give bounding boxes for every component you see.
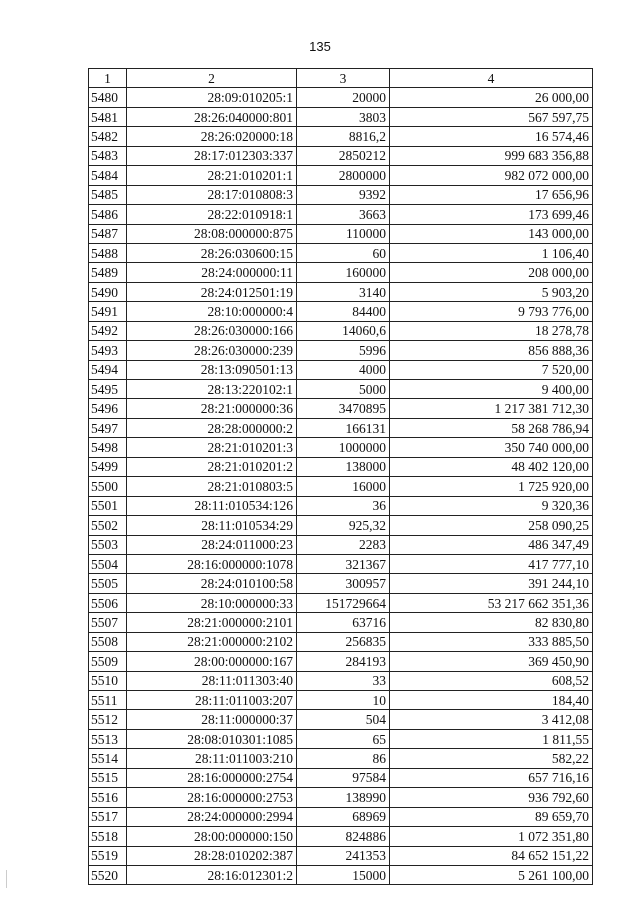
value-cell: 486 347,49 [390, 535, 593, 554]
value-cell: 936 792,60 [390, 788, 593, 807]
row-number-cell: 5491 [89, 302, 127, 321]
row-number-cell: 5490 [89, 282, 127, 301]
area-cell: 3140 [297, 282, 390, 301]
table-row [89, 399, 593, 418]
table-row [89, 341, 593, 360]
table-row [89, 613, 593, 632]
value-cell: 26 000,00 [390, 88, 593, 107]
value-cell: 391 244,10 [390, 574, 593, 593]
cadastral-number-cell: 28:21:000000:2102 [127, 632, 297, 651]
table-row [89, 418, 593, 437]
area-cell: 5000 [297, 380, 390, 399]
row-number-cell: 5506 [89, 593, 127, 612]
table-row [89, 710, 593, 729]
cadastral-number-cell: 28:24:011000:23 [127, 535, 297, 554]
cadastral-number-cell: 28:16:000000:2753 [127, 788, 297, 807]
table-row [89, 127, 593, 146]
table-row [89, 263, 593, 282]
cadastral-number-cell: 28:16:000000:2754 [127, 768, 297, 787]
value-cell: 608,52 [390, 671, 593, 690]
table-row [89, 788, 593, 807]
table-row [89, 321, 593, 340]
cadastral-number-cell: 28:21:000000:36 [127, 399, 297, 418]
row-number-cell: 5512 [89, 710, 127, 729]
table-row [89, 574, 593, 593]
table-row [89, 457, 593, 476]
area-cell: 63716 [297, 613, 390, 632]
table-body [89, 88, 593, 885]
row-number-cell: 5507 [89, 613, 127, 632]
row-number-cell: 5482 [89, 127, 127, 146]
row-number-cell: 5497 [89, 418, 127, 437]
cadastral-number-cell: 28:26:040000:801 [127, 107, 297, 126]
row-number-cell: 5498 [89, 438, 127, 457]
table-row [89, 224, 593, 243]
cadastral-number-cell: 28:16:012301:2 [127, 865, 297, 884]
area-cell: 36 [297, 496, 390, 515]
area-cell: 138990 [297, 788, 390, 807]
area-cell: 16000 [297, 477, 390, 496]
row-number-cell: 5514 [89, 749, 127, 768]
table-row [89, 691, 593, 710]
value-cell: 89 659,70 [390, 807, 593, 826]
cadastral-number-cell: 28:00:000000:167 [127, 652, 297, 671]
cadastral-number-cell: 28:11:010534:126 [127, 496, 297, 515]
table-row [89, 477, 593, 496]
table-row [89, 827, 593, 846]
cadastral-number-cell: 28:08:000000:875 [127, 224, 297, 243]
table-row [89, 554, 593, 573]
row-number-cell: 5511 [89, 691, 127, 710]
area-cell: 33 [297, 671, 390, 690]
value-cell: 184,40 [390, 691, 593, 710]
row-number-cell: 5500 [89, 477, 127, 496]
row-number-cell: 5483 [89, 146, 127, 165]
table-row [89, 360, 593, 379]
area-cell: 3470895 [297, 399, 390, 418]
row-number-cell: 5481 [89, 107, 127, 126]
area-cell: 256835 [297, 632, 390, 651]
table-row [89, 593, 593, 612]
row-number-cell: 5487 [89, 224, 127, 243]
cadastral-number-cell: 28:11:011003:207 [127, 691, 297, 710]
cadastral-number-cell: 28:21:000000:2101 [127, 613, 297, 632]
row-number-cell: 5486 [89, 205, 127, 224]
value-cell: 350 740 000,00 [390, 438, 593, 457]
row-number-cell: 5502 [89, 516, 127, 535]
area-cell: 9392 [297, 185, 390, 204]
value-cell: 657 716,16 [390, 768, 593, 787]
value-cell: 982 072 000,00 [390, 166, 593, 185]
table-row [89, 652, 593, 671]
value-cell: 143 000,00 [390, 224, 593, 243]
table-row [89, 282, 593, 301]
column-header-3: 3 [297, 69, 390, 88]
cadastral-number-cell: 28:28:010202:387 [127, 846, 297, 865]
value-cell: 173 699,46 [390, 205, 593, 224]
value-cell: 1 072 351,80 [390, 827, 593, 846]
cadastral-number-cell: 28:00:000000:150 [127, 827, 297, 846]
area-cell: 166131 [297, 418, 390, 437]
cadastral-number-cell: 28:21:010803:5 [127, 477, 297, 496]
table-row [89, 496, 593, 515]
cadastral-number-cell: 28:26:030000:166 [127, 321, 297, 340]
row-number-cell: 5484 [89, 166, 127, 185]
row-number-cell: 5501 [89, 496, 127, 515]
area-cell: 925,32 [297, 516, 390, 535]
cadastral-number-cell: 28:28:000000:2 [127, 418, 297, 437]
table-row [89, 535, 593, 554]
area-cell: 2800000 [297, 166, 390, 185]
area-cell: 284193 [297, 652, 390, 671]
area-cell: 65 [297, 729, 390, 748]
value-cell: 1 811,55 [390, 729, 593, 748]
value-cell: 999 683 356,88 [390, 146, 593, 165]
area-cell: 10 [297, 691, 390, 710]
row-number-cell: 5480 [89, 88, 127, 107]
area-cell: 1000000 [297, 438, 390, 457]
value-cell: 582,22 [390, 749, 593, 768]
row-number-cell: 5495 [89, 380, 127, 399]
area-cell: 14060,6 [297, 321, 390, 340]
column-header-1: 1 [89, 69, 127, 88]
table-row [89, 729, 593, 748]
area-cell: 20000 [297, 88, 390, 107]
row-number-cell: 5503 [89, 535, 127, 554]
value-cell: 53 217 662 351,36 [390, 593, 593, 612]
cadastral-number-cell: 28:11:011003:210 [127, 749, 297, 768]
area-cell: 824886 [297, 827, 390, 846]
row-number-cell: 5489 [89, 263, 127, 282]
row-number-cell: 5488 [89, 243, 127, 262]
cadastral-number-cell: 28:11:000000:37 [127, 710, 297, 729]
cadastral-number-cell: 28:24:010100:58 [127, 574, 297, 593]
table-row [89, 107, 593, 126]
cadastral-number-cell: 28:26:030000:239 [127, 341, 297, 360]
value-cell: 17 656,96 [390, 185, 593, 204]
area-cell: 3663 [297, 205, 390, 224]
area-cell: 504 [297, 710, 390, 729]
row-number-cell: 5513 [89, 729, 127, 748]
area-cell: 300957 [297, 574, 390, 593]
table-row [89, 768, 593, 787]
area-cell: 60 [297, 243, 390, 262]
cadastral-number-cell: 28:24:012501:19 [127, 282, 297, 301]
row-number-cell: 5499 [89, 457, 127, 476]
table-row [89, 865, 593, 884]
cadastral-number-cell: 28:09:010205:1 [127, 88, 297, 107]
cadastral-number-cell: 28:08:010301:1085 [127, 729, 297, 748]
value-cell: 3 412,08 [390, 710, 593, 729]
cadastral-number-cell: 28:11:010534:29 [127, 516, 297, 535]
value-cell: 5 903,20 [390, 282, 593, 301]
cadastral-number-cell: 28:24:000000:2994 [127, 807, 297, 826]
value-cell: 567 597,75 [390, 107, 593, 126]
table-row [89, 846, 593, 865]
value-cell: 1 217 381 712,30 [390, 399, 593, 418]
value-cell: 18 278,78 [390, 321, 593, 340]
table-row [89, 380, 593, 399]
table-row [89, 185, 593, 204]
area-cell: 15000 [297, 865, 390, 884]
cadastral-number-cell: 28:26:020000:18 [127, 127, 297, 146]
area-cell: 110000 [297, 224, 390, 243]
table-row [89, 302, 593, 321]
area-cell: 8816,2 [297, 127, 390, 146]
value-cell: 7 520,00 [390, 360, 593, 379]
cadastral-number-cell: 28:21:010201:2 [127, 457, 297, 476]
value-cell: 9 793 776,00 [390, 302, 593, 321]
value-cell: 1 725 920,00 [390, 477, 593, 496]
row-number-cell: 5494 [89, 360, 127, 379]
value-cell: 82 830,80 [390, 613, 593, 632]
table-header-row [89, 69, 593, 88]
cadastral-number-cell: 28:22:010918:1 [127, 205, 297, 224]
area-cell: 160000 [297, 263, 390, 282]
value-cell: 9 400,00 [390, 380, 593, 399]
value-cell: 258 090,25 [390, 516, 593, 535]
area-cell: 84400 [297, 302, 390, 321]
area-cell: 2283 [297, 535, 390, 554]
cadastral-number-cell: 28:13:220102:1 [127, 380, 297, 399]
area-cell: 321367 [297, 554, 390, 573]
area-cell: 241353 [297, 846, 390, 865]
table-row [89, 749, 593, 768]
table-row [89, 243, 593, 262]
value-cell: 9 320,36 [390, 496, 593, 515]
value-cell: 417 777,10 [390, 554, 593, 573]
column-header-4: 4 [390, 69, 593, 88]
area-cell: 3803 [297, 107, 390, 126]
area-cell: 5996 [297, 341, 390, 360]
area-cell: 2850212 [297, 146, 390, 165]
cadastral-number-cell: 28:21:010201:1 [127, 166, 297, 185]
table-row [89, 146, 593, 165]
row-number-cell: 5517 [89, 807, 127, 826]
row-number-cell: 5520 [89, 865, 127, 884]
value-cell: 1 106,40 [390, 243, 593, 262]
area-cell: 68969 [297, 807, 390, 826]
cadastral-number-cell: 28:10:000000:4 [127, 302, 297, 321]
row-number-cell: 5516 [89, 788, 127, 807]
table-row [89, 205, 593, 224]
cadastral-number-cell: 28:11:011303:40 [127, 671, 297, 690]
value-cell: 856 888,36 [390, 341, 593, 360]
page-number: 135 [309, 39, 331, 54]
row-number-cell: 5493 [89, 341, 127, 360]
area-cell: 86 [297, 749, 390, 768]
row-number-cell: 5492 [89, 321, 127, 340]
table-row [89, 438, 593, 457]
value-cell: 48 402 120,00 [390, 457, 593, 476]
table-row [89, 671, 593, 690]
cadastral-number-cell: 28:26:030600:15 [127, 243, 297, 262]
row-number-cell: 5485 [89, 185, 127, 204]
column-header-2: 2 [127, 69, 297, 88]
value-cell: 369 450,90 [390, 652, 593, 671]
table-row [89, 516, 593, 535]
area-cell: 138000 [297, 457, 390, 476]
row-number-cell: 5515 [89, 768, 127, 787]
table-row [89, 88, 593, 107]
row-number-cell: 5505 [89, 574, 127, 593]
area-cell: 97584 [297, 768, 390, 787]
row-number-cell: 5518 [89, 827, 127, 846]
cadastral-number-cell: 28:13:090501:13 [127, 360, 297, 379]
table-row [89, 632, 593, 651]
cadastral-number-cell: 28:17:010808:3 [127, 185, 297, 204]
table-row [89, 807, 593, 826]
row-number-cell: 5519 [89, 846, 127, 865]
value-cell: 84 652 151,22 [390, 846, 593, 865]
cadastral-number-cell: 28:21:010201:3 [127, 438, 297, 457]
area-cell: 4000 [297, 360, 390, 379]
cadastral-number-cell: 28:17:012303:337 [127, 146, 297, 165]
table-row [89, 166, 593, 185]
value-cell: 58 268 786,94 [390, 418, 593, 437]
scan-edge-mark [6, 870, 7, 888]
row-number-cell: 5504 [89, 554, 127, 573]
registry-table [88, 68, 593, 885]
value-cell: 5 261 100,00 [390, 865, 593, 884]
value-cell: 333 885,50 [390, 632, 593, 651]
cadastral-number-cell: 28:24:000000:11 [127, 263, 297, 282]
row-number-cell: 5496 [89, 399, 127, 418]
value-cell: 208 000,00 [390, 263, 593, 282]
cadastral-number-cell: 28:16:000000:1078 [127, 554, 297, 573]
area-cell: 151729664 [297, 593, 390, 612]
row-number-cell: 5509 [89, 652, 127, 671]
row-number-cell: 5510 [89, 671, 127, 690]
value-cell: 16 574,46 [390, 127, 593, 146]
row-number-cell: 5508 [89, 632, 127, 651]
cadastral-number-cell: 28:10:000000:33 [127, 593, 297, 612]
